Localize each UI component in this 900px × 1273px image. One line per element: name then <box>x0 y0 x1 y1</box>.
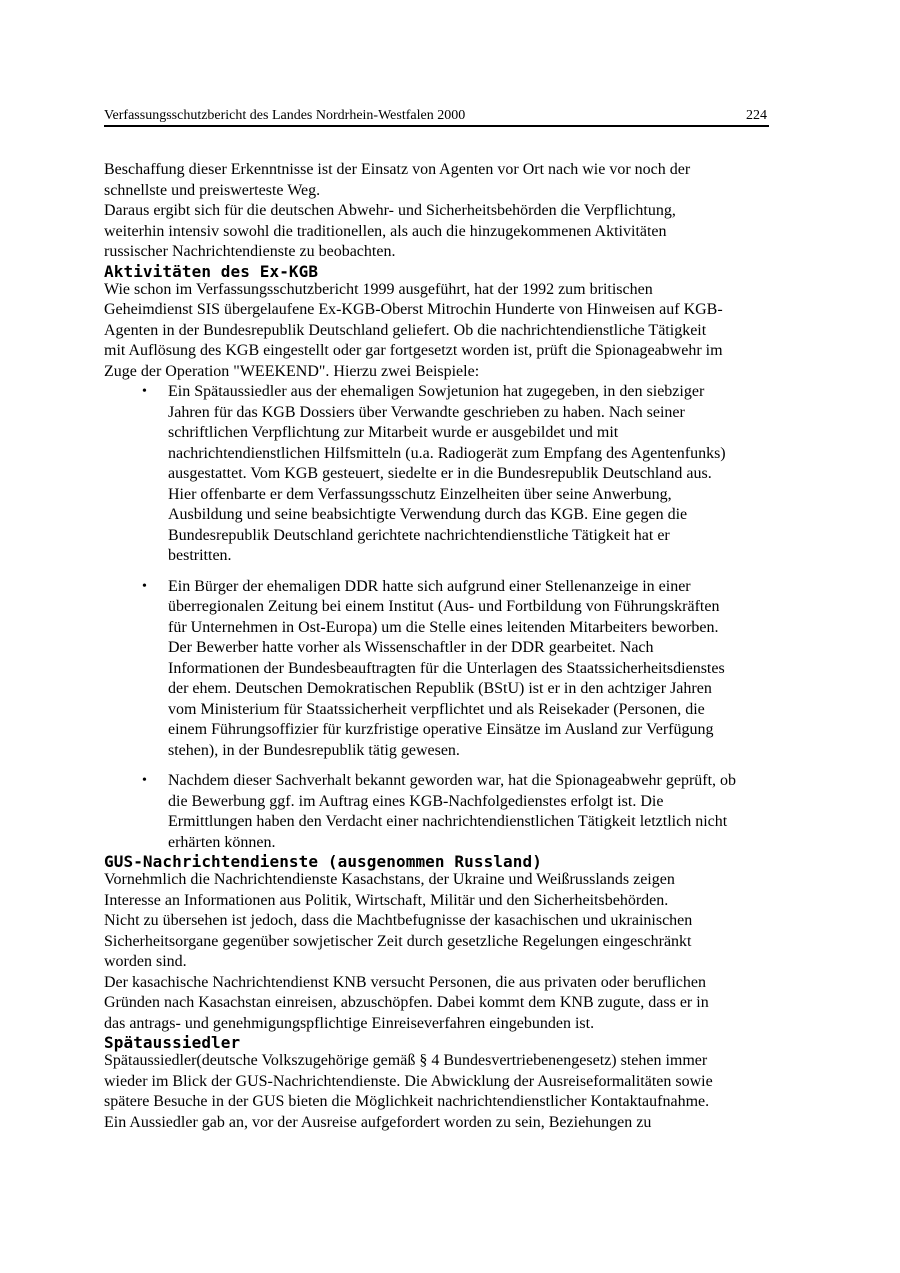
list-item-text: Ein Bürger der ehemaligen DDR hatte sich aufgrund einer Stellenanzeige in einer überregionalen Zeitung bei einem Institut (Aus- und Fortbildung von Führungskräften für Unternehmen in Ost-Europa) um die Stelle eines leitenden Mitarbeiters beworben. Der Bewerber hatte vorher als Wissenschaftler in der DDR gearbeitet. Nach Informationen der Bundesbeauftragten für die Unterlagen des Staatssicherheitsdienstes der ehem. Deutschen Demokratischen Republik (BStU) ist er in den achtziger Jahren vom Ministerium für Staatssicherheit verpflichtet und als Reisekader (Personen, die einem Führungsoffizier für kurzfristige operative Einsätze im Ausland zur Verfügung stehen), in der Bundesrepublik tätig gewesen. <box>168 577 725 759</box>
spaetaussiedler-paragraph-1: Spätaussiedler(deutsche Volkszugehörige gemäß § 4 Bundesvertriebenengesetz) stehen immer wieder im Blick der GUS-Nachrichtendienste. Die Abwicklung der Ausreiseformalitäten sowie spätere Besuche in der GUS bieten die Möglichkeit nachrichtendienstlicher Kontaktaufnahme. Ein Aussiedler gab an, vor der Ausreise aufgefordert worden zu sein, Beziehungen zu <box>104 1052 713 1131</box>
bullet-icon: • <box>142 578 147 594</box>
kgb-examples-list <box>104 382 804 853</box>
gus-paragraph-2: Nicht zu übersehen ist jedoch, dass die Machtbefugnisse der kasachischen und ukrainischen Sicherheitsorgane gegenüber sowjetischer Zeit durch gesetzliche Regelungen eingeschränkt worden sind. <box>104 912 693 970</box>
heading-gus-nachrichtendienste: GUS-Nachrichtendienste (ausgenommen Russland) <box>104 852 542 871</box>
gus-paragraph-1: Vornehmlich die Nachrichtendienste Kasachstans, der Ukraine und Weißrusslands zeigen Interesse an Informationen aus Politik, Wirtschaft, Militär und den Sicherheitsbehörden. <box>104 871 675 909</box>
heading-spaetaussiedler: Spätaussiedler <box>104 1033 241 1052</box>
intro-paragraph-1: Beschaffung dieser Erkenntnisse ist der Einsatz von Agenten vor Ort nach wie vor noch der schnellste und preiswerteste Weg. <box>104 161 691 199</box>
gus-paragraph-3: Der kasachische Nachrichtendienst KNB versucht Personen, die aus privaten oder beruflichen Gründen nach Kasachstan einreisen, abzuschöpfen. Dabei kommt dem KNB zugute, dass er in das antrags- und genehmigungspflichtige Einreiseverfahren eingebunden ist. <box>104 973 709 1032</box>
intro-paragraph-2: Daraus ergibt sich für die deutschen Abwehr- und Sicherheitsbehörden die Verpflichtung, weiterhin intensiv sowohl die traditionellen, als auch die hinzugekommenen Aktivitäten russischer Nachrichtendienste zu beobachten. <box>104 202 676 260</box>
heading-ex-kgb: Aktivitäten des Ex-KGB <box>104 261 319 281</box>
list-item <box>104 771 804 853</box>
list-item <box>104 382 804 567</box>
bullet-icon: • <box>142 384 147 399</box>
page-header <box>104 108 769 127</box>
kgb-paragraph-1: Wie schon im Verfassungsschutzbericht 1999 ausgeführt, hat der 1992 zum britischen Geheimdienst SIS übergelaufene Ex-KGB-Oberst Mitrochin Hunderte von Hinweisen auf KGB- Agenten in der Bundesrepublik Deutschland geliefert. Ob die nachrichtendienstliche Tätigkeit mit Auflösung des KGB eingestellt oder gar fortgesetzt worden ist, prüft die Spionageabwehr im Zuge der Operation "WEEKEND". Hierzu zwei Beispiele: <box>104 280 723 380</box>
bullet-icon: • <box>142 773 147 788</box>
list-item-text: Nachdem dieser Sachverhalt bekannt geworden war, hat die Spionageabwehr geprüft, ob die Bewerbung ggf. im Auftrag eines KGB-Nachfolgedienstes erfolgt ist. Die Ermittlungen haben den Verdacht einer nachrichtendienstlichen Tätigkeit letztlich nicht erhärten können. <box>168 772 737 851</box>
list-item <box>104 577 804 762</box>
page-number: 224 <box>746 108 767 123</box>
list-item-text: Ein Spätaussiedler aus der ehemaligen Sowjetunion hat zugegeben, in den siebziger Jahren für das KGB Dossiers über Verwandte geschrieben zu haben. Nach seiner schriftlichen Verpflichtung zur Mitarbeit wurde er ausgebildet und mit nachrichtendienstlichen Hilfsmitteln (u.a. Radiogerät zum Empfang des Agentenfunks) ausgestattet. Vom KGB gesteuert, siedelte er in die Bundesrepublik Deutschland aus. Hier offenbarte er dem Verfassungsschutz Einzelheiten über seine Anwerbung, Ausbildung und seine beabsichtigte Verwendung durch das KGB. Eine gegen die Bundesrepublik Deutschland gerichtete nachrichtendienstliche Tätigkeit hat er bestritten. <box>168 383 726 564</box>
header-title: Verfassungsschutzbericht des Landes Nordrhein-Westfalen 2000 <box>104 108 466 123</box>
document-body <box>104 160 804 1133</box>
